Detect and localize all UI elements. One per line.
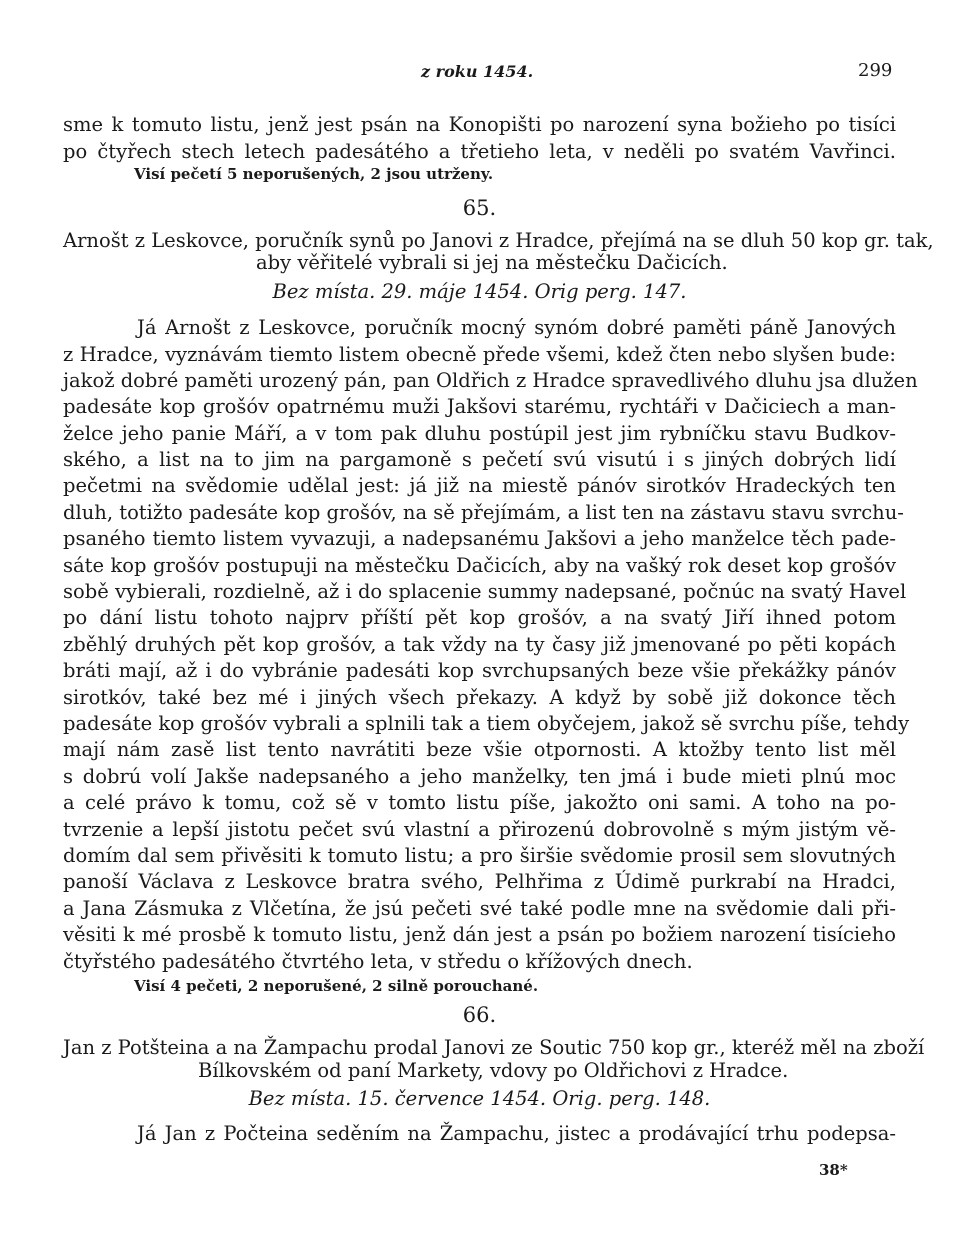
text-line: sirotkóv, také bez mé i jiných všech překazy. A když by sobě již dokonce těch — [63, 686, 896, 709]
regest-line: Bílkovském od paní Markety, vdovy po Oldřichovi z Hradce. — [198, 1059, 789, 1082]
text-line: z Hradce, vyznávám tiemto listem obecně přede všemi, kdež čten nebo slyšen bude: — [63, 343, 896, 366]
text-line: po dání listu tohoto najprv příští pět kop grošóv, a na svatý Jiří ihned potom — [63, 606, 896, 629]
text-line: mají nám zasě list tento navrátiti beze všie otpornosti. A ktožby tento list měl — [63, 738, 896, 761]
text-line: pečetmi na svědomie udělal jest: já již na miestě pánóv sirotkóv Hradeckých ten — [63, 474, 896, 497]
text-line: věsiti k mé prosbě k tomuto listu, jenž dán jest a psán po božiem narození tisícieho — [63, 923, 896, 946]
regest-line: Jan z Potšteina a na Žampachu prodal Janovi ze Soutic 750 kop gr., kteréž měl na zboží — [63, 1036, 925, 1059]
text-line: sáte kop grošóv postupuji na městečku Dačicích, aby na vašký rok deset kop grošóv — [63, 554, 896, 577]
document-number: 66. — [462, 1003, 497, 1027]
intro-line: po čtyřech stech letech padesátého a třetieho leta, v neděli po svatém Vavřinci. — [63, 140, 896, 163]
text-line: jakož dobré paměti urozený pán, pan Oldřich z Hradce spravedlivého dluhu jsa dlužen — [63, 369, 918, 392]
text-line: a celé právo k tomu, což sě v tomto listu píše, jakožto oni sami. A toho na po- — [63, 791, 896, 814]
seal-note: Visí pečetí 5 neporušených, 2 jsou utrženy. — [134, 165, 494, 183]
signature-mark: 38* — [819, 1161, 848, 1179]
source-line: Bez místa. 15. července 1454. Orig. perg. 148. — [248, 1087, 711, 1110]
text-line: domím dal sem přivěsiti k tomuto listu; a pro širšie svědomie prosil sem slovutných — [63, 844, 896, 867]
page-number: 299 — [858, 60, 893, 81]
intro-line: sme k tomuto listu, jenž jest psán na Konopišti po narození syna božieho po tisíci — [63, 113, 896, 136]
text-line: s dobrú volí Jakše nadepsaného a jeho manželky, ten jmá i bude mieti plnú moc — [63, 765, 896, 788]
text-line: ského, a list na to jim na pargamoně s pečetí svú visutú i s jiných dobrých lidí — [63, 448, 896, 471]
text-line: tvrzenie a lepší jistotu pečet svú vlastní a přirozenú dobrovolně s mým jistým vě- — [63, 818, 896, 841]
text-line: panoší Václava z Leskovce bratra svého, Pelhřima z Údimě purkrabí na Hradci, — [63, 870, 896, 893]
text-line: a Jana Zásmuka z Vlčetína, že jsú pečeti své také podle mne na svědomie dali při- — [63, 897, 896, 920]
text-line: želce jeho panie Máří, a v tom pak dluhu postúpil jest jim rybníčku stavu Budkov- — [63, 422, 896, 445]
text-line: padesáte kop grošóv opatrnému muži Jakšovi starému, rychtáři v Dačiciech a man- — [63, 395, 896, 418]
source-line: Bez místa. 29. máje 1454. Orig perg. 147. — [272, 280, 687, 303]
text-line: Já Arnošt z Leskovce, poručník mocný synóm dobré paměti páně Janových — [137, 316, 896, 339]
text-line: padesáte kop grošóv vybrali a splnili tak a tiem obyčejem, jakož sě svrchu píše, tehdy — [63, 712, 910, 735]
regest-line: aby věřitelé vybrali si jej na městečku Dačicích. — [256, 251, 728, 274]
document-number: 65. — [462, 196, 497, 220]
text-line: dluh, totižto padesáte kop grošóv, na sě přejímám, a list ten na zástavu stavu svrchu- — [63, 501, 904, 524]
running-title: z roku 1454. — [421, 62, 534, 81]
text-line: bráti mají, až i do vybránie padesáti kop svrchupsaných beze všie překážky pánóv — [63, 659, 896, 682]
text-line: sobě vybierali, rozdielně, až i do splacenie summy nadepsané, počnúc na svatý Havel — [63, 580, 907, 603]
text-line: čtyřstého padesátého čtvrtého leta, v středu o křížových dnech. — [63, 950, 693, 973]
seal-note: Visí 4 pečeti, 2 neporušené, 2 silně porouchané. — [134, 977, 539, 995]
text-line: psaného tiemto listem vyvazuji, a nadepsanému Jakšovi a jeho manželce těch pade- — [63, 527, 896, 550]
regest-line: Arnošt z Leskovce, poručník synů po Janovi z Hradce, přejímá na se dluh 50 kop gr. tak, — [63, 229, 934, 252]
text-line: Já Jan z Počteina seděním na Žampachu, jistec a prodávající trhu podepsa- — [137, 1122, 896, 1145]
text-line: zběhlý druhých pět kop grošóv, a tak vždy na ty časy již jmenované po pěti kopách — [63, 633, 896, 656]
